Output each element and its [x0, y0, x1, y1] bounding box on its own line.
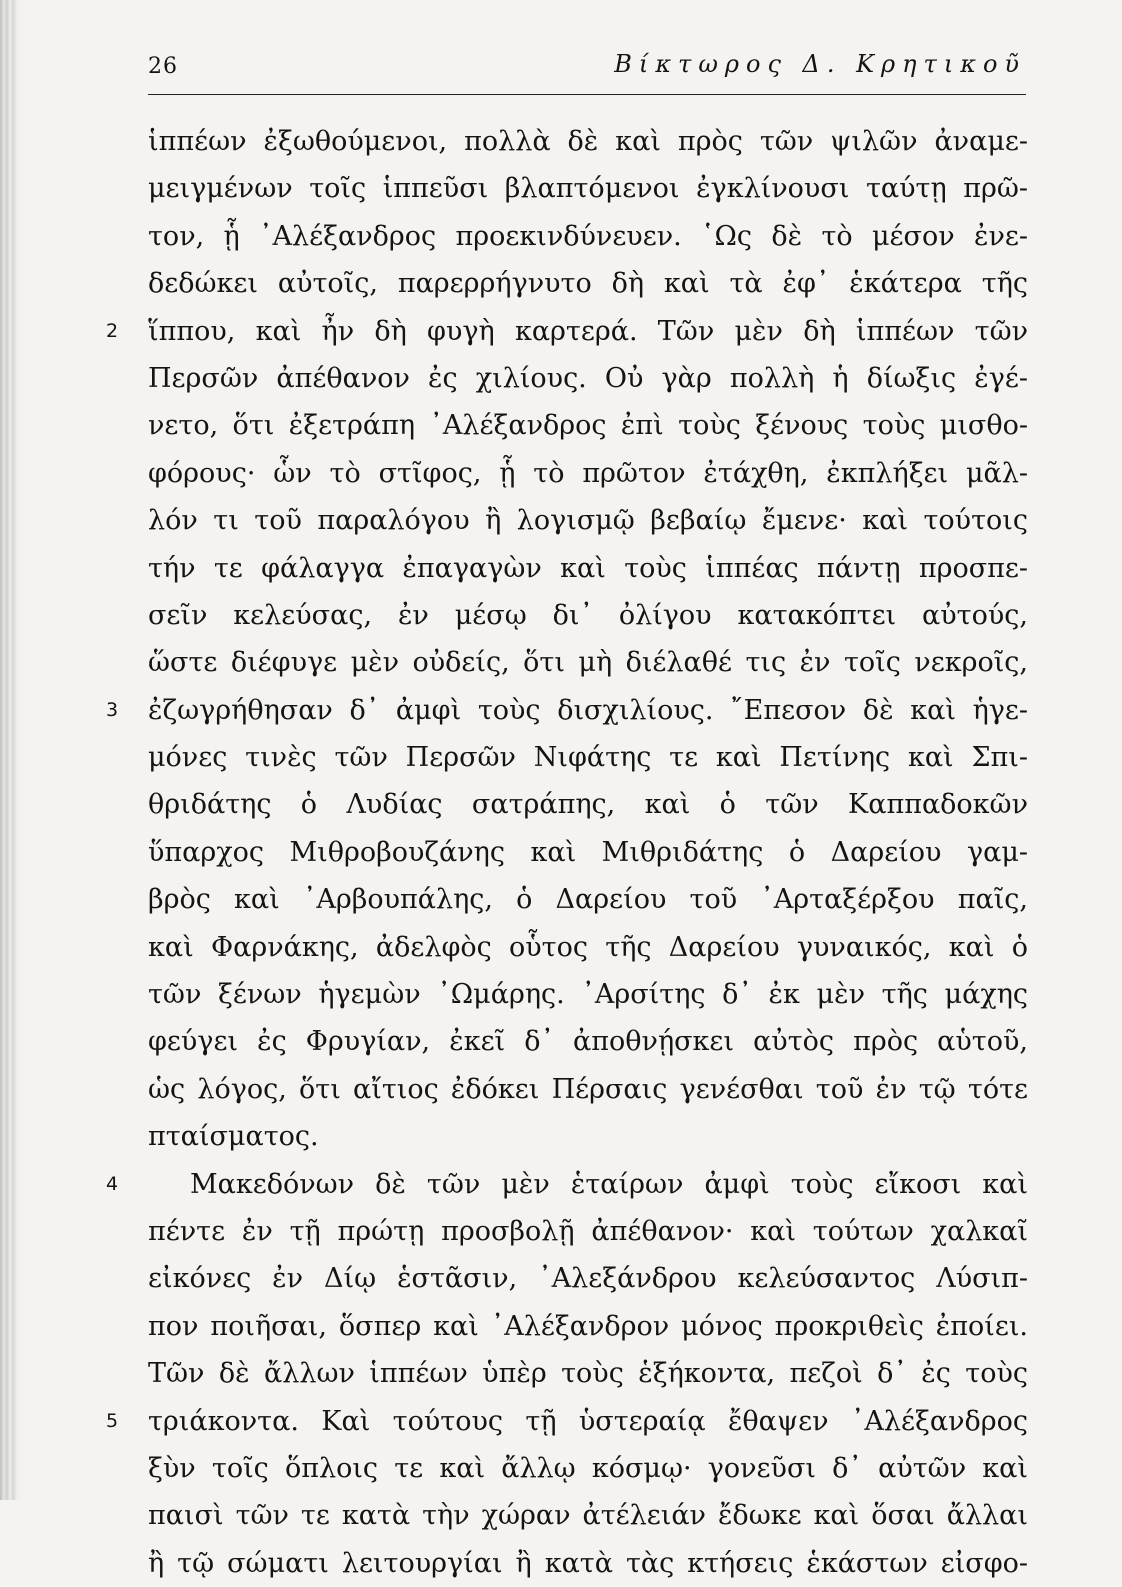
page-number: 26 — [148, 54, 178, 79]
text-line — [148, 592, 1028, 639]
text-line — [106, 1398, 1028, 1445]
section-number: 2 — [106, 319, 119, 342]
line-text: θριδάτης ὁ Λυδίας σατράπης, καὶ ὁ τῶν Καππαδοκῶν — [148, 789, 1028, 821]
text-line — [148, 781, 1028, 828]
line-text: καὶ Φαρνάκης, ἀδελφὸς οὗτος τῆς Δαρείου γυναικός, καὶ ὁ — [148, 931, 1028, 963]
line-text: ξὺν τοῖς ὅπλοις τε καὶ ἄλλῳ κόσμῳ· γονεῦσι δ᾿ αὐτῶν καὶ — [148, 1452, 1028, 1484]
line-text: ὕπαρχος Μιθροβουζάνης καὶ Μιθριδάτης ὁ Δαρείου γαμ- — [148, 836, 1028, 868]
text-line — [148, 639, 1028, 686]
text-line — [148, 1350, 1028, 1397]
line-text: ἢ τῷ σώματι λειτουργίαι ἢ κατὰ τὰς κτήσεις ἑκάστων εἰσφο- — [148, 1547, 1028, 1579]
text-line — [148, 1255, 1028, 1302]
line-text: τον, ᾗ ᾿Αλέξανδρος προεκινδύνευεν. ῾Ως δὲ τὸ μέσον ἐνε- — [148, 220, 1028, 252]
text-line — [106, 308, 1028, 355]
section-number: 4 — [106, 1172, 119, 1195]
line-text: πταίσματος. — [148, 1121, 319, 1153]
text-line — [148, 118, 1028, 165]
line-text: Τῶν δὲ ἄλλων ἱππέων ὑπὲρ τοὺς ἑξήκοντα, πεζοὶ δ᾿ ἐς τοὺς — [148, 1358, 1028, 1390]
line-text: πέντε ἐν τῇ πρώτῃ προσβολῇ ἀπέθανον· καὶ τούτων χαλκαῖ — [148, 1215, 1028, 1247]
line-text: Περσῶν ἀπέθανον ἐς χιλίους. Οὐ γὰρ πολλὴ ἡ δίωξις ἐγέ- — [148, 362, 1028, 394]
text-line — [148, 971, 1028, 1018]
text-line — [148, 355, 1028, 402]
text-line — [148, 829, 1028, 876]
line-text: Μακεδόνων δὲ τῶν μὲν ἑταίρων ἀμφὶ τοὺς εἴκοσι καὶ — [190, 1168, 1028, 1200]
text-line — [148, 1492, 1028, 1539]
text-line — [148, 165, 1028, 212]
page-header — [148, 44, 1026, 96]
line-text: φεύγει ἐς Φρυγίαν, ἐκεῖ δ᾿ ἀποθνῄσκει αὐτὸς πρὸς αὑτοῦ, — [148, 1026, 1028, 1058]
line-text: ἱππέων ἐξωθούμενοι, πολλὰ δὲ καὶ πρὸς τῶν ψιλῶν ἀναμε- — [148, 126, 1028, 157]
line-text: δεδώκει αὐτοῖς, παρερρήγνυτο δὴ καὶ τὰ ἐφ᾿ ἑκάτερα τῆς — [148, 268, 1028, 300]
line-text: ἐζωγρήθησαν δ᾿ ἀμφὶ τοὺς δισχιλίους. ῎Επεσον δὲ καὶ ἡγε- — [148, 694, 1028, 726]
text-line — [148, 260, 1028, 307]
line-text: εἰκόνες ἐν Δίῳ ἑστᾶσιν, ᾿Αλεξάνδρου κελεύσαντος Λύσιπ- — [148, 1263, 1028, 1295]
line-text: ἵππου, καὶ ἦν δὴ φυγὴ καρτερά. Τῶν μὲν δὴ ἱππέων τῶν — [148, 315, 1028, 347]
text-line — [148, 1113, 1028, 1160]
line-text: σεῖν κελεύσας, ἐν μέσῳ δι᾿ ὀλίγου κατακόπτει αὐτούς, — [148, 599, 1028, 631]
text-line — [106, 687, 1028, 734]
line-text: τῶν ξένων ἡγεμὼν ᾿Ωμάρης. ᾿Αρσίτης δ᾿ ἐκ μὲν τῆς μάχης — [148, 979, 1028, 1011]
text-line — [106, 1161, 1028, 1208]
line-text: λόν τι τοῦ παραλόγου ἢ λογισμῷ βεβαίῳ ἔμενε· καὶ τούτοις — [148, 505, 1028, 537]
text-line — [148, 213, 1028, 260]
text-line — [148, 876, 1028, 923]
section-number: 5 — [106, 1409, 119, 1432]
text-line — [148, 924, 1028, 971]
section-number: 3 — [106, 698, 119, 721]
text-line — [148, 545, 1028, 592]
text-line — [148, 450, 1028, 497]
text-line — [148, 402, 1028, 449]
line-text: τριάκοντα. Καὶ τούτους τῇ ὑστεραίᾳ ἔθαψεν ᾿Αλέξανδρος — [148, 1405, 1028, 1437]
body-text — [106, 118, 1028, 1587]
line-text: παισὶ τῶν τε κατὰ τὴν χώραν ἀτέλειάν ἔδωκε καὶ ὅσαι ἄλλαι — [148, 1500, 1028, 1532]
text-line — [148, 734, 1028, 781]
text-line — [148, 1540, 1028, 1587]
header-rule — [148, 94, 1026, 95]
text-line — [148, 1018, 1028, 1065]
line-text: φόρους· ὧν τὸ στῖφος, ᾗ τὸ πρῶτον ἐτάχθη, ἐκπλήξει μᾶλ- — [148, 457, 1028, 489]
text-line — [148, 1445, 1028, 1492]
text-line — [148, 1303, 1028, 1350]
text-line — [148, 497, 1028, 544]
line-text: μειγμένων τοῖς ἱππεῦσι βλαπτόμενοι ἐγκλίνουσι ταύτῃ πρῶ- — [148, 173, 1028, 205]
line-text: βρὸς καὶ ᾿Αρβουπάλης, ὁ Δαρείου τοῦ ᾿Αρταξέρξου παῖς, — [148, 884, 1028, 916]
line-text: ὡς λόγος, ὅτι αἴτιος ἐδόκει Πέρσαις γενέσθαι τοῦ ἐν τῷ τότε — [148, 1073, 1028, 1105]
line-text: μόνες τινὲς τῶν Περσῶν Νιφάτης τε καὶ Πετίνης καὶ Σπι- — [148, 742, 1028, 774]
book-page-edge — [0, 0, 22, 1500]
running-title: Βίκτωρος Δ. Κρητικοῦ — [614, 50, 1026, 78]
line-text: τήν τε φάλαγγα ἐπαγαγὼν καὶ τοὺς ἱππέας πάντῃ προσπε- — [148, 552, 1028, 584]
text-line — [148, 1066, 1028, 1113]
line-text: ὥστε διέφυγε μὲν οὐδείς, ὅτι μὴ διέλαθέ τις ἐν τοῖς νεκροῖς, — [148, 647, 1028, 679]
line-text: πον ποιῆσαι, ὅσπερ καὶ ᾿Αλέξανδρον μόνος προκριθεὶς ἐποίει. — [148, 1310, 1028, 1342]
text-line — [148, 1208, 1028, 1255]
line-text: νετο, ὅτι ἐξετράπη ᾿Αλέξανδρος ἐπὶ τοὺς ξένους τοὺς μισθο- — [148, 410, 1028, 442]
